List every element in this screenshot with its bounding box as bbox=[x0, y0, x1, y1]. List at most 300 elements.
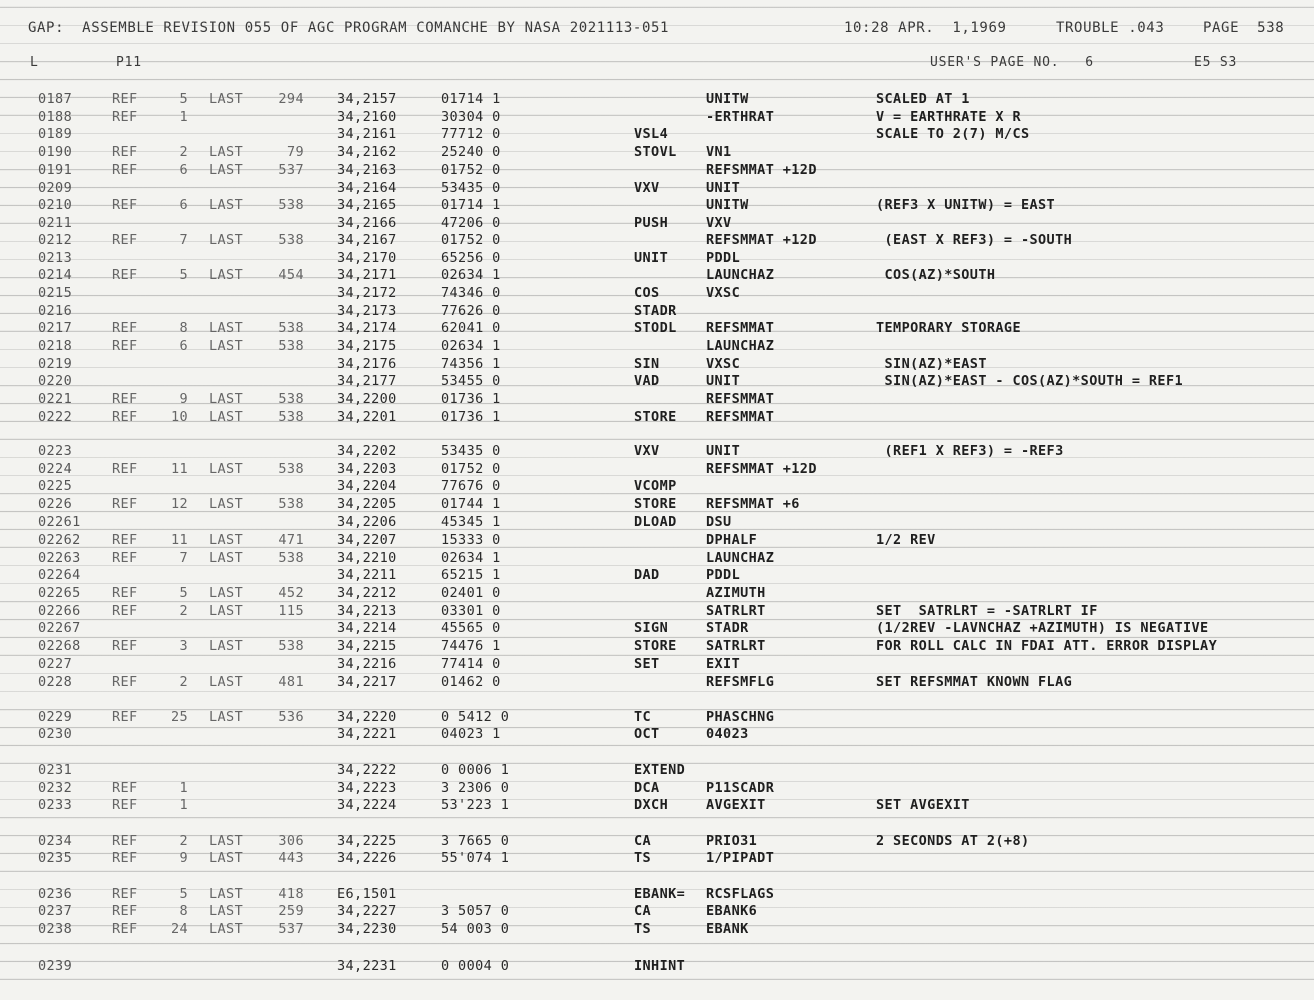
cell-word: 01462 0 bbox=[441, 674, 501, 690]
cell-word: 30304 0 bbox=[441, 109, 501, 125]
cell-ref: REF bbox=[112, 833, 138, 849]
cell-op: VAD bbox=[634, 373, 660, 389]
cell-arg: EXIT bbox=[706, 656, 741, 672]
cell-refn: 8 bbox=[179, 903, 188, 919]
cell-word: 01752 0 bbox=[441, 162, 501, 178]
cell-seq: 02261 bbox=[38, 514, 81, 530]
cell-addr: 34,2225 bbox=[337, 833, 397, 849]
cell-lastn: 452 bbox=[278, 585, 304, 601]
cell-lastn: 538 bbox=[278, 638, 304, 654]
cell-seq: 0189 bbox=[38, 126, 73, 142]
listing-row bbox=[0, 478, 1314, 495]
listing-row bbox=[0, 567, 1314, 584]
cell-addr: 34,2160 bbox=[337, 109, 397, 125]
cell-cmt: FOR ROLL CALC IN FDAI ATT. ERROR DISPLAY bbox=[876, 638, 1218, 654]
cell-cmt: 2 SECONDS AT 2(+8) bbox=[876, 833, 1030, 849]
listing-row bbox=[0, 109, 1314, 126]
cell-refn: 6 bbox=[179, 162, 188, 178]
cell-op: SIGN bbox=[634, 620, 669, 636]
cell-word: 0 5412 0 bbox=[441, 709, 510, 725]
cell-ref: REF bbox=[112, 797, 138, 813]
listing-row bbox=[0, 356, 1314, 373]
cell-op: SET bbox=[634, 656, 660, 672]
listing-row bbox=[0, 886, 1314, 903]
cell-seq: 0227 bbox=[38, 656, 73, 672]
cell-ref: REF bbox=[112, 921, 138, 937]
cell-arg: -ERTHRAT bbox=[706, 109, 775, 125]
cell-op: STODL bbox=[634, 320, 677, 336]
cell-seq: 0230 bbox=[38, 726, 73, 742]
cell-addr: 34,2222 bbox=[337, 762, 397, 778]
cell-lastn: 538 bbox=[278, 232, 304, 248]
cell-op: VXV bbox=[634, 180, 660, 196]
cell-word: 0 0004 0 bbox=[441, 958, 510, 974]
cell-addr: 34,2231 bbox=[337, 958, 397, 974]
cell-addr: 34,2171 bbox=[337, 267, 397, 283]
listing-row bbox=[0, 391, 1314, 408]
cell-seq: 02268 bbox=[38, 638, 81, 654]
listing-row bbox=[0, 338, 1314, 355]
cell-refn: 11 bbox=[170, 532, 188, 548]
cell-word: 03301 0 bbox=[441, 603, 501, 619]
listing-row bbox=[0, 514, 1314, 531]
cell-last: LAST bbox=[209, 921, 244, 937]
cell-word: 01714 1 bbox=[441, 91, 501, 107]
cell-arg: 04023 bbox=[706, 726, 749, 742]
cell-lastn: 538 bbox=[278, 550, 304, 566]
users-page-label: USER'S PAGE NO. 6 bbox=[930, 55, 1094, 70]
cell-seq: 02264 bbox=[38, 567, 81, 583]
cell-addr: 34,2177 bbox=[337, 373, 397, 389]
cell-ref: REF bbox=[112, 391, 138, 407]
cell-addr: 34,2200 bbox=[337, 391, 397, 407]
cell-word: 45565 0 bbox=[441, 620, 501, 636]
cell-addr: 34,2203 bbox=[337, 461, 397, 477]
cell-op: PUSH bbox=[634, 215, 669, 231]
cell-seq: 0221 bbox=[38, 391, 73, 407]
cell-arg: 1/PIPADT bbox=[706, 850, 775, 866]
cell-arg: VXV bbox=[706, 215, 732, 231]
cell-seq: 0210 bbox=[38, 197, 73, 213]
cell-arg: PHASCHNG bbox=[706, 709, 775, 725]
cell-lastn: 294 bbox=[278, 91, 304, 107]
cell-last: LAST bbox=[209, 674, 244, 690]
cell-addr: 34,2207 bbox=[337, 532, 397, 548]
listing-row bbox=[0, 320, 1314, 337]
cell-arg: AZIMUTH bbox=[706, 585, 766, 601]
listing-row bbox=[0, 620, 1314, 637]
cell-lastn: 443 bbox=[278, 850, 304, 866]
cell-seq: 0216 bbox=[38, 303, 73, 319]
cell-word: 77712 0 bbox=[441, 126, 501, 142]
cell-word: 45345 1 bbox=[441, 514, 501, 530]
cell-arg: UNIT bbox=[706, 443, 741, 459]
cell-ref: REF bbox=[112, 674, 138, 690]
cell-op: DLOAD bbox=[634, 514, 677, 530]
cell-arg: RCSFLAGS bbox=[706, 886, 775, 902]
assembly-title: GAP: ASSEMBLE REVISION 055 OF AGC PROGRAM COMANCHE BY NASA 2021113-051 bbox=[28, 20, 670, 36]
cell-ref: REF bbox=[112, 496, 138, 512]
cell-addr: 34,2216 bbox=[337, 656, 397, 672]
cell-seq: 0209 bbox=[38, 180, 73, 196]
cell-arg: REFSMMAT +12D bbox=[706, 232, 817, 248]
cell-last: LAST bbox=[209, 320, 244, 336]
listing-row bbox=[0, 144, 1314, 161]
cell-ref: REF bbox=[112, 850, 138, 866]
cell-ref: REF bbox=[112, 338, 138, 354]
cell-cmt: SET AVGEXIT bbox=[876, 797, 970, 813]
cell-last: LAST bbox=[209, 409, 244, 425]
cell-op: CA bbox=[634, 833, 652, 849]
cell-lastn: 306 bbox=[278, 833, 304, 849]
cell-ref: REF bbox=[112, 780, 138, 796]
cell-arg: VN1 bbox=[706, 144, 732, 160]
cell-word: 15333 0 bbox=[441, 532, 501, 548]
cell-arg: PDDL bbox=[706, 567, 741, 583]
listing-row bbox=[0, 162, 1314, 179]
cell-refn: 8 bbox=[179, 320, 188, 336]
listing-row bbox=[0, 797, 1314, 814]
listing-row bbox=[0, 285, 1314, 302]
cell-lastn: 538 bbox=[278, 338, 304, 354]
cell-op: TS bbox=[634, 850, 652, 866]
listing-row bbox=[0, 638, 1314, 655]
cell-seq: 0215 bbox=[38, 285, 73, 301]
cell-addr: 34,2166 bbox=[337, 215, 397, 231]
cell-last: LAST bbox=[209, 496, 244, 512]
cell-lastn: 481 bbox=[278, 674, 304, 690]
cell-seq: 0226 bbox=[38, 496, 73, 512]
cell-word: 0 0006 1 bbox=[441, 762, 510, 778]
cell-last: LAST bbox=[209, 162, 244, 178]
cell-last: LAST bbox=[209, 638, 244, 654]
cell-arg: EBANK bbox=[706, 921, 749, 937]
cell-word: 02634 1 bbox=[441, 550, 501, 566]
cell-arg: UNITW bbox=[706, 197, 749, 213]
cell-ref: REF bbox=[112, 197, 138, 213]
cell-refn: 1 bbox=[179, 780, 188, 796]
cell-addr: 34,2211 bbox=[337, 567, 397, 583]
cell-ref: REF bbox=[112, 532, 138, 548]
cell-ref: REF bbox=[112, 320, 138, 336]
cell-arg: DPHALF bbox=[706, 532, 758, 548]
cell-refn: 10 bbox=[170, 409, 188, 425]
section-code: E5 S3 bbox=[1194, 55, 1238, 70]
cell-addr: 34,2210 bbox=[337, 550, 397, 566]
cell-op: CA bbox=[634, 903, 652, 919]
cell-arg: REFSMMAT +12D bbox=[706, 162, 817, 178]
cell-word: 01714 1 bbox=[441, 197, 501, 213]
cell-seq: 0234 bbox=[38, 833, 73, 849]
cell-ref: REF bbox=[112, 162, 138, 178]
cell-refn: 2 bbox=[179, 674, 188, 690]
cell-last: LAST bbox=[209, 232, 244, 248]
cell-cmt: (REF1 X REF3) = -REF3 bbox=[876, 443, 1064, 459]
cell-word: 01736 1 bbox=[441, 391, 501, 407]
cell-seq: 02267 bbox=[38, 620, 81, 636]
cell-last: LAST bbox=[209, 709, 244, 725]
cell-addr: 34,2221 bbox=[337, 726, 397, 742]
trouble-code: TROUBLE .043 bbox=[1056, 20, 1165, 36]
cell-op: STORE bbox=[634, 496, 677, 512]
cell-addr: 34,2224 bbox=[337, 797, 397, 813]
cell-cmt: SET SATRLRT = -SATRLRT IF bbox=[876, 603, 1098, 619]
cell-refn: 1 bbox=[179, 109, 188, 125]
cell-lastn: 454 bbox=[278, 267, 304, 283]
cell-seq: 0218 bbox=[38, 338, 73, 354]
cell-seq: 0213 bbox=[38, 250, 73, 266]
cell-last: LAST bbox=[209, 603, 244, 619]
cell-lastn: 259 bbox=[278, 903, 304, 919]
cell-seq: 0228 bbox=[38, 674, 73, 690]
cell-op: EBANK= bbox=[634, 886, 686, 902]
page-number: PAGE 538 bbox=[1203, 20, 1285, 36]
cell-addr: 34,2220 bbox=[337, 709, 397, 725]
cell-arg: P11SCADR bbox=[706, 780, 775, 796]
cell-lastn: 538 bbox=[278, 496, 304, 512]
cell-ref: REF bbox=[112, 638, 138, 654]
cell-addr: 34,2157 bbox=[337, 91, 397, 107]
cell-lastn: 538 bbox=[278, 391, 304, 407]
cell-word: 54 003 0 bbox=[441, 921, 510, 937]
listing-row bbox=[0, 603, 1314, 620]
cell-addr: 34,2206 bbox=[337, 514, 397, 530]
cell-addr: 34,2214 bbox=[337, 620, 397, 636]
cell-word: 25240 0 bbox=[441, 144, 501, 160]
cell-lastn: 115 bbox=[278, 603, 304, 619]
cell-op: STADR bbox=[634, 303, 677, 319]
cell-ref: REF bbox=[112, 550, 138, 566]
cell-lastn: 538 bbox=[278, 197, 304, 213]
cell-lastn: 471 bbox=[278, 532, 304, 548]
listing-row bbox=[0, 726, 1314, 743]
cell-last: LAST bbox=[209, 91, 244, 107]
cell-cmt: (EAST X REF3) = -SOUTH bbox=[876, 232, 1073, 248]
cell-op: UNIT bbox=[634, 250, 669, 266]
cell-addr: 34,2173 bbox=[337, 303, 397, 319]
cell-ref: REF bbox=[112, 886, 138, 902]
cell-refn: 9 bbox=[179, 391, 188, 407]
cell-refn: 1 bbox=[179, 797, 188, 813]
cell-refn: 5 bbox=[179, 585, 188, 601]
cell-refn: 11 bbox=[170, 461, 188, 477]
listing-row bbox=[0, 267, 1314, 284]
listing-row bbox=[0, 409, 1314, 426]
cell-arg: DSU bbox=[706, 514, 732, 530]
cell-last: LAST bbox=[209, 850, 244, 866]
cell-lastn: 418 bbox=[278, 886, 304, 902]
cell-last: LAST bbox=[209, 585, 244, 601]
cell-word: 47206 0 bbox=[441, 215, 501, 231]
cell-arg: UNIT bbox=[706, 180, 741, 196]
cell-addr: 34,2227 bbox=[337, 903, 397, 919]
cell-lastn: 538 bbox=[278, 461, 304, 477]
cell-word: 65215 1 bbox=[441, 567, 501, 583]
cell-op: INHINT bbox=[634, 958, 686, 974]
listing-row bbox=[0, 780, 1314, 797]
listing-row bbox=[0, 709, 1314, 726]
listing-row bbox=[0, 232, 1314, 249]
cell-op: STORE bbox=[634, 409, 677, 425]
cell-arg: LAUNCHAZ bbox=[706, 338, 775, 354]
cell-refn: 6 bbox=[179, 197, 188, 213]
cell-refn: 2 bbox=[179, 603, 188, 619]
cell-arg: REFSMMAT bbox=[706, 391, 775, 407]
listing-row bbox=[0, 903, 1314, 920]
cell-addr: 34,2167 bbox=[337, 232, 397, 248]
listing-row bbox=[0, 180, 1314, 197]
cell-addr: 34,2165 bbox=[337, 197, 397, 213]
cell-ref: REF bbox=[112, 91, 138, 107]
cell-word: 02634 1 bbox=[441, 338, 501, 354]
cell-cmt: COS(AZ)*SOUTH bbox=[876, 267, 996, 283]
cell-word: 65256 0 bbox=[441, 250, 501, 266]
cell-arg: AVGEXIT bbox=[706, 797, 766, 813]
cell-addr: 34,2217 bbox=[337, 674, 397, 690]
cell-addr: 34,2163 bbox=[337, 162, 397, 178]
cell-refn: 5 bbox=[179, 91, 188, 107]
cell-addr: 34,2202 bbox=[337, 443, 397, 459]
cell-seq: 02262 bbox=[38, 532, 81, 548]
listing-row bbox=[0, 850, 1314, 867]
cell-word: 01744 1 bbox=[441, 496, 501, 512]
cell-op: VXV bbox=[634, 443, 660, 459]
cell-op: DXCH bbox=[634, 797, 669, 813]
cell-word: 53455 0 bbox=[441, 373, 501, 389]
listing-row bbox=[0, 833, 1314, 850]
cell-seq: 02265 bbox=[38, 585, 81, 601]
cell-arg: STADR bbox=[706, 620, 749, 636]
cell-op: EXTEND bbox=[634, 762, 686, 778]
cell-op: STORE bbox=[634, 638, 677, 654]
cell-addr: 34,2201 bbox=[337, 409, 397, 425]
cell-op: TC bbox=[634, 709, 652, 725]
cell-seq: 0224 bbox=[38, 461, 73, 477]
cell-op: TS bbox=[634, 921, 652, 937]
cell-lastn: 538 bbox=[278, 409, 304, 425]
cell-lastn: 537 bbox=[278, 921, 304, 937]
cell-arg: LAUNCHAZ bbox=[706, 550, 775, 566]
cell-op: OCT bbox=[634, 726, 660, 742]
cell-ref: REF bbox=[112, 232, 138, 248]
cell-seq: 0220 bbox=[38, 373, 73, 389]
cell-addr: 34,2223 bbox=[337, 780, 397, 796]
cell-seq: 0229 bbox=[38, 709, 73, 725]
cell-arg: REFSMMAT bbox=[706, 409, 775, 425]
listing-row bbox=[0, 197, 1314, 214]
listing-row bbox=[0, 585, 1314, 602]
cell-refn: 5 bbox=[179, 886, 188, 902]
cell-word: 55'074 1 bbox=[441, 850, 510, 866]
cell-seq: 02263 bbox=[38, 550, 81, 566]
listing-row bbox=[0, 443, 1314, 460]
cell-arg: PDDL bbox=[706, 250, 741, 266]
cell-last: LAST bbox=[209, 550, 244, 566]
cell-seq: 0233 bbox=[38, 797, 73, 813]
cell-cmt: SCALE TO 2(7) M/CS bbox=[876, 126, 1030, 142]
cell-seq: 0237 bbox=[38, 903, 73, 919]
listing-row bbox=[0, 958, 1314, 975]
cell-last: LAST bbox=[209, 532, 244, 548]
cell-arg: VXSC bbox=[706, 356, 741, 372]
cell-seq: 0187 bbox=[38, 91, 73, 107]
cell-seq: 0223 bbox=[38, 443, 73, 459]
listing-row bbox=[0, 762, 1314, 779]
cell-refn: 7 bbox=[179, 232, 188, 248]
cell-arg: REFSMMAT +12D bbox=[706, 461, 817, 477]
cell-addr: 34,2170 bbox=[337, 250, 397, 266]
cell-refn: 2 bbox=[179, 144, 188, 160]
cell-addr: 34,2226 bbox=[337, 850, 397, 866]
cell-arg: LAUNCHAZ bbox=[706, 267, 775, 283]
cell-seq: 0188 bbox=[38, 109, 73, 125]
cell-last: LAST bbox=[209, 391, 244, 407]
cell-cmt: (1/2REV -LAVNCHAZ +AZIMUTH) IS NEGATIVE bbox=[876, 620, 1209, 636]
cell-last: LAST bbox=[209, 338, 244, 354]
cell-word: 53'223 1 bbox=[441, 797, 510, 813]
cell-addr: 34,2215 bbox=[337, 638, 397, 654]
cell-ref: REF bbox=[112, 267, 138, 283]
cell-op: DAD bbox=[634, 567, 660, 583]
cell-addr: E6,1501 bbox=[337, 886, 397, 902]
cell-addr: 34,2172 bbox=[337, 285, 397, 301]
listing-row bbox=[0, 921, 1314, 938]
cell-addr: 34,2174 bbox=[337, 320, 397, 336]
cell-op: STOVL bbox=[634, 144, 677, 160]
cell-addr: 34,2176 bbox=[337, 356, 397, 372]
cell-arg: UNIT bbox=[706, 373, 741, 389]
listing-row bbox=[0, 91, 1314, 108]
cell-last: LAST bbox=[209, 886, 244, 902]
cell-cmt: (REF3 X UNITW) = EAST bbox=[876, 197, 1056, 213]
cell-word: 62041 0 bbox=[441, 320, 501, 336]
listing-row bbox=[0, 656, 1314, 673]
cell-ref: REF bbox=[112, 903, 138, 919]
cell-word: 77676 0 bbox=[441, 478, 501, 494]
cell-ref: REF bbox=[112, 603, 138, 619]
cell-seq: 0190 bbox=[38, 144, 73, 160]
cell-last: LAST bbox=[209, 903, 244, 919]
cell-seq: 0211 bbox=[38, 215, 73, 231]
column-l-label: L bbox=[30, 55, 39, 70]
cell-seq: 0214 bbox=[38, 267, 73, 283]
cell-word: 3 7665 0 bbox=[441, 833, 510, 849]
cell-refn: 5 bbox=[179, 267, 188, 283]
listing-row bbox=[0, 674, 1314, 691]
cell-seq: 0239 bbox=[38, 958, 73, 974]
cell-arg: SATRLRT bbox=[706, 638, 766, 654]
cell-addr: 34,2164 bbox=[337, 180, 397, 196]
cell-last: LAST bbox=[209, 461, 244, 477]
cell-ref: REF bbox=[112, 461, 138, 477]
cell-cmt: TEMPORARY STORAGE bbox=[876, 320, 1021, 336]
cell-word: 01752 0 bbox=[441, 461, 501, 477]
cell-seq: 0232 bbox=[38, 780, 73, 796]
listing-row bbox=[0, 303, 1314, 320]
cell-cmt: 1/2 REV bbox=[876, 532, 936, 548]
cell-addr: 34,2205 bbox=[337, 496, 397, 512]
listing-row bbox=[0, 215, 1314, 232]
listing-row bbox=[0, 373, 1314, 390]
cell-last: LAST bbox=[209, 267, 244, 283]
listing-row bbox=[0, 250, 1314, 267]
cell-ref: REF bbox=[112, 109, 138, 125]
cell-seq: 02266 bbox=[38, 603, 81, 619]
cell-word: 3 2306 0 bbox=[441, 780, 510, 796]
cell-addr: 34,2213 bbox=[337, 603, 397, 619]
listing-row bbox=[0, 532, 1314, 549]
cell-cmt: SIN(AZ)*EAST - COS(AZ)*SOUTH = REF1 bbox=[876, 373, 1183, 389]
